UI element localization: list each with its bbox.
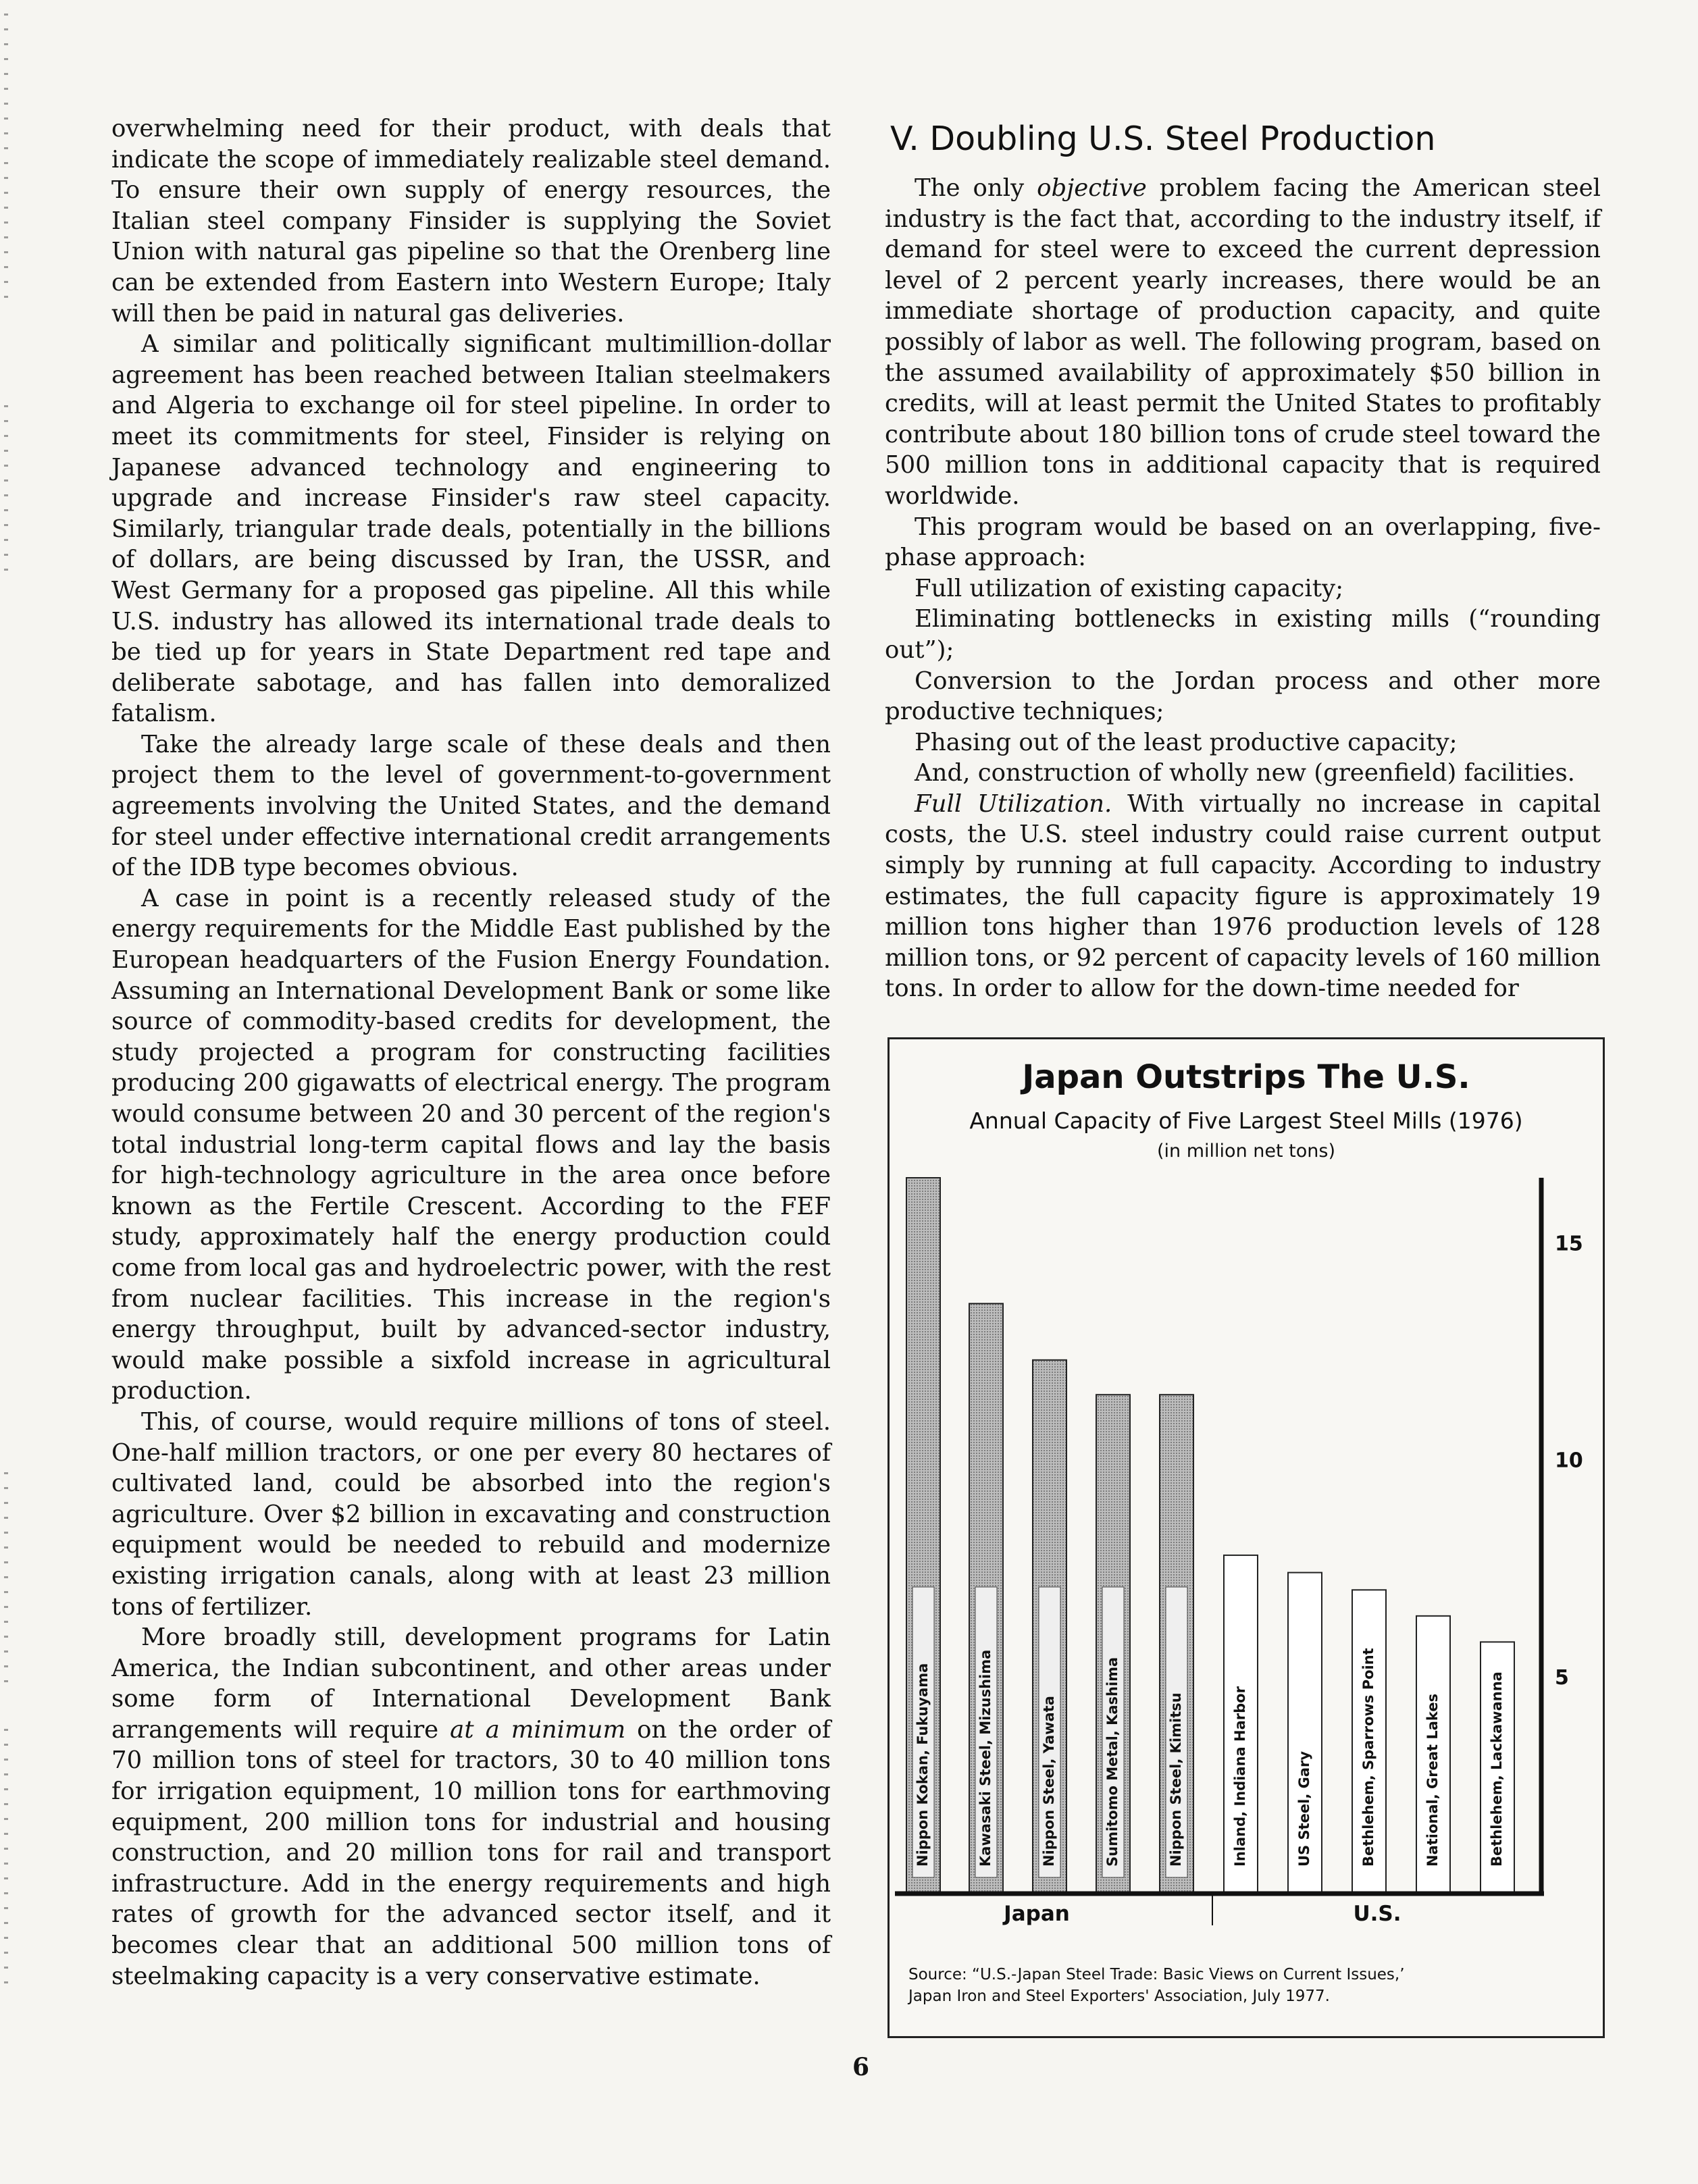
bar-label: Bethlehem, Sparrows Point: [1360, 1648, 1377, 1867]
text-run: The only: [915, 174, 1037, 202]
list-item: Eliminating bottlenecks in existing mills (“rounding out”);: [885, 605, 1601, 664]
emphasis: objective: [1037, 174, 1147, 202]
list-item: Conversion to the Jordan process and other more productive techniques;: [885, 667, 1601, 726]
text-run: problem facing the American steel industry is the fact that, according to the industry itself, if demand for steel were to exceed the current depression level of 2 percent yearly increases, there would be an immediate shortage of production capacity, and quite possibly of labor as well. The following program, based on the assumed availability of approximately $50 billion in credits, will at least permit the United States to profitably contribute about 180 billion tons of crude steel toward the 500 million tons in additional capacity that is required worldwide.: [885, 174, 1601, 510]
y-tick-label: 10: [1555, 1449, 1583, 1473]
group-labels: [1002, 1902, 1401, 1926]
paragraph: [885, 173, 1601, 512]
paragraph: A case in point is a recently released study of the energy requirements for the Middle East published by the European headquarters of the Fusion Energy Foundation. Assuming an International Development Bank or some like source of commodity-based credits for development, the study projected a program for constructing facilities producing 200 gigawatts of electrical energy. The program would consume between 20 and 30 percent of the region's total industrial long-term capital flows and lay the basis for high-technology agriculture in the area once before known as the Fertile Crescent. According to the FEF study, approximately half the energy production could come from local gas and hydroelectric power, with the rest from nuclear facilities. This increase in the region's energy throughput, built by advanced-sector industry, would make possible a sixfold increase in agricultural production.: [111, 884, 831, 1405]
text-run: With virtually no increase in capital costs, the U.S. steel industry could raise current output simply by running at full capacity. According to industry estimates, the full capacity figure is approximately 19 million tons higher than 1976 production levels of 128 million tons, or 92 percent of capacity levels of 160 million tons. In order to allow for the down-time needed for: [885, 789, 1601, 1003]
section-heading: V. Doubling U.S. Steel Production: [890, 120, 1436, 158]
paragraph: overwhelming need for their product, with deals that indicate the scope of immediately realizable steel demand. To ensure their own supply of energy resources, the Italian steel company Finsider is supplying the Soviet Union with natural gas pipeline so that the Orenberg line can be extended from Eastern into Western Europe; Italy will then be paid in natural gas deliveries.: [111, 115, 831, 328]
chart-source: Source: “U.S.-Japan Steel Trade: Basic Views on Current Issues,’ Japan Iron and Steel Exporters' Association, July 1977.: [908, 1966, 1405, 2005]
list-item: Phasing out of the least productive capacity;: [915, 728, 1458, 756]
list-item: And, construction of wholly new (greenfield) facilities.: [915, 759, 1575, 787]
chart-title: Japan Outstrips The U.S.: [1022, 1058, 1470, 1096]
emphasis: at a minimum: [450, 1715, 626, 1744]
scan-edge-marks: [4, 405, 8, 581]
bar-label: Kawasaki Steel, Mizushima: [977, 1649, 994, 1867]
bar-label: Nippon Kokan, Fukuyama: [915, 1663, 931, 1867]
text-run: on the order of 70 million tons of steel for tractors, 30 to 40 million tons for irrigation equipment, 10 million tons for earthmoving equipment, 200 million tons for industrial and housing construction, and 20 million tons for rail and transport infrastructure. Add in the energy requirements and high rates of growth for the advanced sector itself, and it becomes clear that an additional 500 million tons of steelmaking capacity is a very conservative estimate.: [111, 1715, 831, 1990]
bar-label: Sumitomo Metal, Kashima: [1104, 1657, 1121, 1867]
bar-label: Inland, Indiana Harbor: [1232, 1686, 1248, 1867]
bar-label: National, Great Lakes: [1424, 1693, 1441, 1867]
page-number: 6: [852, 2053, 870, 2081]
right-column: [885, 113, 1601, 1004]
emphasis: Full Utilization.: [915, 789, 1112, 818]
bar-label: Nippon Steel, Yawata: [1041, 1696, 1057, 1867]
bar-label: Bethlehem, Lackawanna: [1489, 1671, 1505, 1867]
y-tick-label: 5: [1555, 1665, 1569, 1690]
scan-edge-marks: [4, 1729, 8, 1985]
bar-label: US Steel, Gary: [1296, 1750, 1312, 1867]
paragraph: [111, 1622, 831, 1992]
text-run: More broadly still, development programs for Latin America, the Indian subcontinent, and other areas under some form of International Development Bank arrangements will require: [111, 1623, 831, 1744]
paragraph: Take the already large scale of these deals and then project them to the level of government-to-government agreements involving the United States, and the demand for steel under effective international credit arrangements of the IDB type becomes obvious.: [111, 730, 831, 882]
bars-group: [906, 1178, 1514, 1894]
scan-edge-marks: [4, 1472, 8, 1695]
list-item: Full utilization of existing capacity;: [915, 574, 1344, 602]
paragraph: [885, 789, 1601, 1004]
group-label: U.S.: [1353, 1902, 1401, 1926]
bar-chart: [890, 1039, 1603, 2036]
chart-figure: [887, 1037, 1605, 2038]
left-column: [111, 113, 831, 1992]
scan-edge-marks: [4, 14, 8, 304]
group-label: Japan: [1004, 1902, 1070, 1926]
y-tick-label: 15: [1555, 1232, 1583, 1256]
bar-label: Nippon Steel, Kimitsu: [1168, 1692, 1184, 1867]
chart-units: (in million net tons): [1157, 1141, 1335, 1162]
paragraph: This program would be based on an overlapping, five-phase approach:: [885, 513, 1601, 572]
chart-subtitle: Annual Capacity of Five Largest Steel Mills (1976): [969, 1108, 1523, 1134]
paragraph: This, of course, would require millions of tons of steel. One-half million tractors, or one per every 80 hectares of cultivated land, could be absorbed into the region's agriculture. Over $2 billion in excavating and construction equipment would be needed to rebuild and modernize existing irrigation canals, along with at least 23 million tons of fertilizer.: [111, 1407, 831, 1621]
y-ticks-group: [1555, 1232, 1583, 1689]
paragraph: A similar and politically significant multimillion-dollar agreement has been reached between Italian steelmakers and Algeria to exchange oil for steel pipeline. In order to meet its commitments for steel, Finsider is relying on Japanese advanced technology and engineering to upgrade and increase Finsider's raw steel capacity. Similarly, triangular trade deals, potentially in the billions of dollars, are being discussed by Iran, the USSR, and West Germany for a proposed gas pipeline. All this while U.S. industry has allowed its international trade deals to be tied up for years in State Department red tape and deliberate sabotage, and has fallen into demoralized fatalism.: [111, 330, 831, 728]
